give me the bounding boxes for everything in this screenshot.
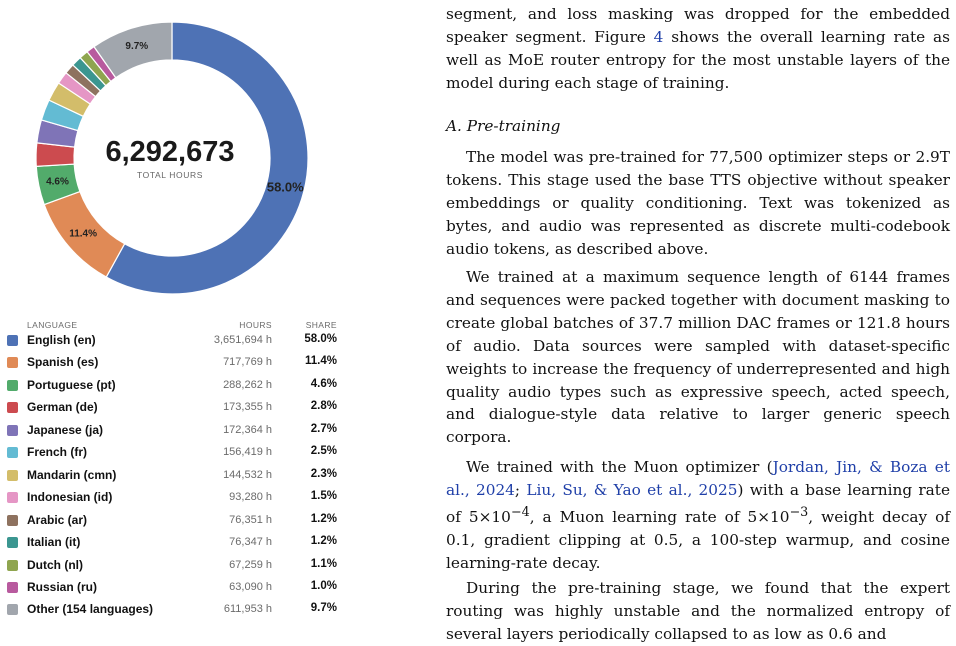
table-row: [0, 465, 350, 488]
paragraph-4: During the pre-training stage, we found that the expert routing was highly unstable and the normalized entropy of several layers periodically collapsed to as low as 0.6 and: [446, 579, 950, 643]
legend-swatch: [7, 515, 18, 526]
table-row: [0, 555, 350, 578]
exponent: −4: [510, 504, 530, 520]
language-name: Dutch (nl): [27, 557, 83, 572]
table-row: [0, 532, 350, 555]
total-hours-value: 6,292,673: [105, 136, 235, 168]
legend-swatch: [7, 604, 18, 615]
table-header: [0, 316, 350, 330]
language-hours: 288,262 h: [223, 378, 272, 391]
language-share: 1.5%: [310, 490, 337, 503]
citation-link[interactable]: Jordan, Jin, & Boza et al., 2024: [446, 458, 950, 499]
language-hours: 611,953 h: [223, 603, 272, 616]
header-share: SHARE: [305, 320, 337, 330]
language-hours: 93,280 h: [229, 491, 272, 504]
legend-swatch: [7, 357, 18, 368]
language-name: Mandarin (cmn): [27, 467, 117, 482]
slice-label: 4.6%: [46, 176, 69, 188]
table-row: [0, 599, 350, 622]
paragraph-1: The model was pre-trained for 77,500 optimizer steps or 2.9T tokens. This stage used the base TTS objective without speaker embeddings or quality conditioning. Text was tokenized as bytes, and audio was represented as discrete multi-codebook audio tokens, as described above.: [446, 148, 950, 258]
legend-swatch: [7, 537, 18, 548]
language-hours: 156,419 h: [223, 446, 272, 459]
table-row: [0, 442, 350, 465]
legend-swatch: [7, 470, 18, 481]
text: ) with a base learning rate of 5×10: [446, 480, 950, 526]
language-share: 1.0%: [310, 579, 337, 592]
paragraph-3: [446, 456, 950, 575]
language-name: Spanish (es): [27, 355, 99, 370]
table-row: [0, 577, 350, 600]
language-name: English (en): [27, 333, 96, 347]
citation-link[interactable]: Liu, Su, & Yao et al., 2025: [526, 480, 738, 499]
language-hours: 717,769 h: [223, 356, 272, 369]
language-name: Japanese (ja): [27, 422, 104, 437]
table-row: [0, 510, 350, 533]
language-hours: 76,347 h: [229, 536, 272, 549]
language-name: Other (154 languages): [27, 602, 154, 617]
table-row: [0, 420, 350, 443]
language-name: Italian (it): [27, 535, 81, 550]
table-row: [0, 330, 350, 353]
table-row: [0, 397, 350, 420]
legend-swatch: [7, 380, 18, 391]
language-share: 11.4%: [305, 355, 337, 368]
language-share: 1.2%: [310, 535, 337, 548]
section-heading: A. Pre-training: [446, 117, 561, 135]
total-hours-label: TOTAL HOURS: [137, 170, 203, 180]
table-row: [0, 352, 350, 375]
language-share: 1.2%: [310, 512, 337, 525]
paragraph-intro: [446, 3, 950, 95]
language-share: 2.8%: [310, 400, 337, 413]
donut-chart: [0, 0, 350, 310]
legend-swatch: [7, 492, 18, 503]
language-share: 2.3%: [310, 467, 337, 480]
legend-swatch: [7, 560, 18, 571]
paragraph-2: We trained at a maximum sequence length of 6144 frames and sequences were packed together with document masking to create global batches of 37.7 million DAC frames or 121.8 hours of audio. Data sources were sampled with dataset-specific weights to increase the frequency of underrepresented and high quality audio types such as expressive speech, acted speech, and dialogue-style data relative to larger generic speech corpora.: [446, 268, 950, 447]
language-hours: 144,532 h: [223, 468, 272, 481]
figure-link[interactable]: 4: [653, 27, 664, 46]
text: segment, and loss masking was dropped for the embedded speaker segment. Figure: [446, 5, 950, 46]
legend-swatch: [7, 425, 18, 436]
language-hours: 173,355 h: [223, 401, 272, 414]
table-row: [0, 375, 350, 398]
language-share: 2.7%: [310, 422, 337, 435]
language-hours: 172,364 h: [223, 423, 272, 436]
legend-swatch: [7, 447, 18, 458]
table-row: [0, 487, 350, 510]
slice-label: 9.7%: [125, 40, 149, 52]
slice-label: 58.0%: [266, 179, 304, 195]
header-hours: HOURS: [239, 320, 272, 330]
text: , weight decay of 0.1, gradient clipping at 0.5, a 100-step warmup, and cosine learning-rate decay.: [446, 507, 951, 572]
language-hours: 63,090 h: [229, 580, 272, 593]
language-share: 2.5%: [310, 445, 337, 458]
legend-swatch: [7, 335, 18, 346]
header-language: LANGUAGE: [27, 320, 78, 330]
legend-swatch: [7, 582, 18, 593]
language-name: French (fr): [27, 445, 87, 460]
legend-swatch: [7, 402, 18, 413]
slice-label: 11.4%: [69, 228, 98, 240]
language-hours: 3,651,694 h: [213, 334, 272, 346]
exponent: −3: [789, 504, 809, 520]
text: We trained with the Muon optimizer (: [466, 458, 773, 476]
text: , a Muon learning rate of 5×10: [529, 507, 790, 526]
text: shows the overall learning rate as well as MoE router entropy for the most unstable layers of the model during each stage of training.: [446, 27, 950, 92]
language-name: Arabic (ar): [27, 512, 88, 527]
language-share: 4.6%: [310, 377, 337, 390]
language-hours: 67,259 h: [229, 558, 272, 571]
language-name: Portuguese (pt): [27, 377, 116, 392]
language-name: Russian (ru): [27, 579, 98, 594]
language-share: 1.1%: [310, 557, 337, 570]
language-share: 58.0%: [304, 333, 337, 345]
language-name: German (de): [27, 400, 98, 415]
language-name: Indonesian (id): [27, 490, 113, 505]
text: ;: [514, 480, 527, 499]
language-hours: 76,351 h: [229, 513, 272, 526]
language-share: 9.7%: [310, 602, 337, 615]
